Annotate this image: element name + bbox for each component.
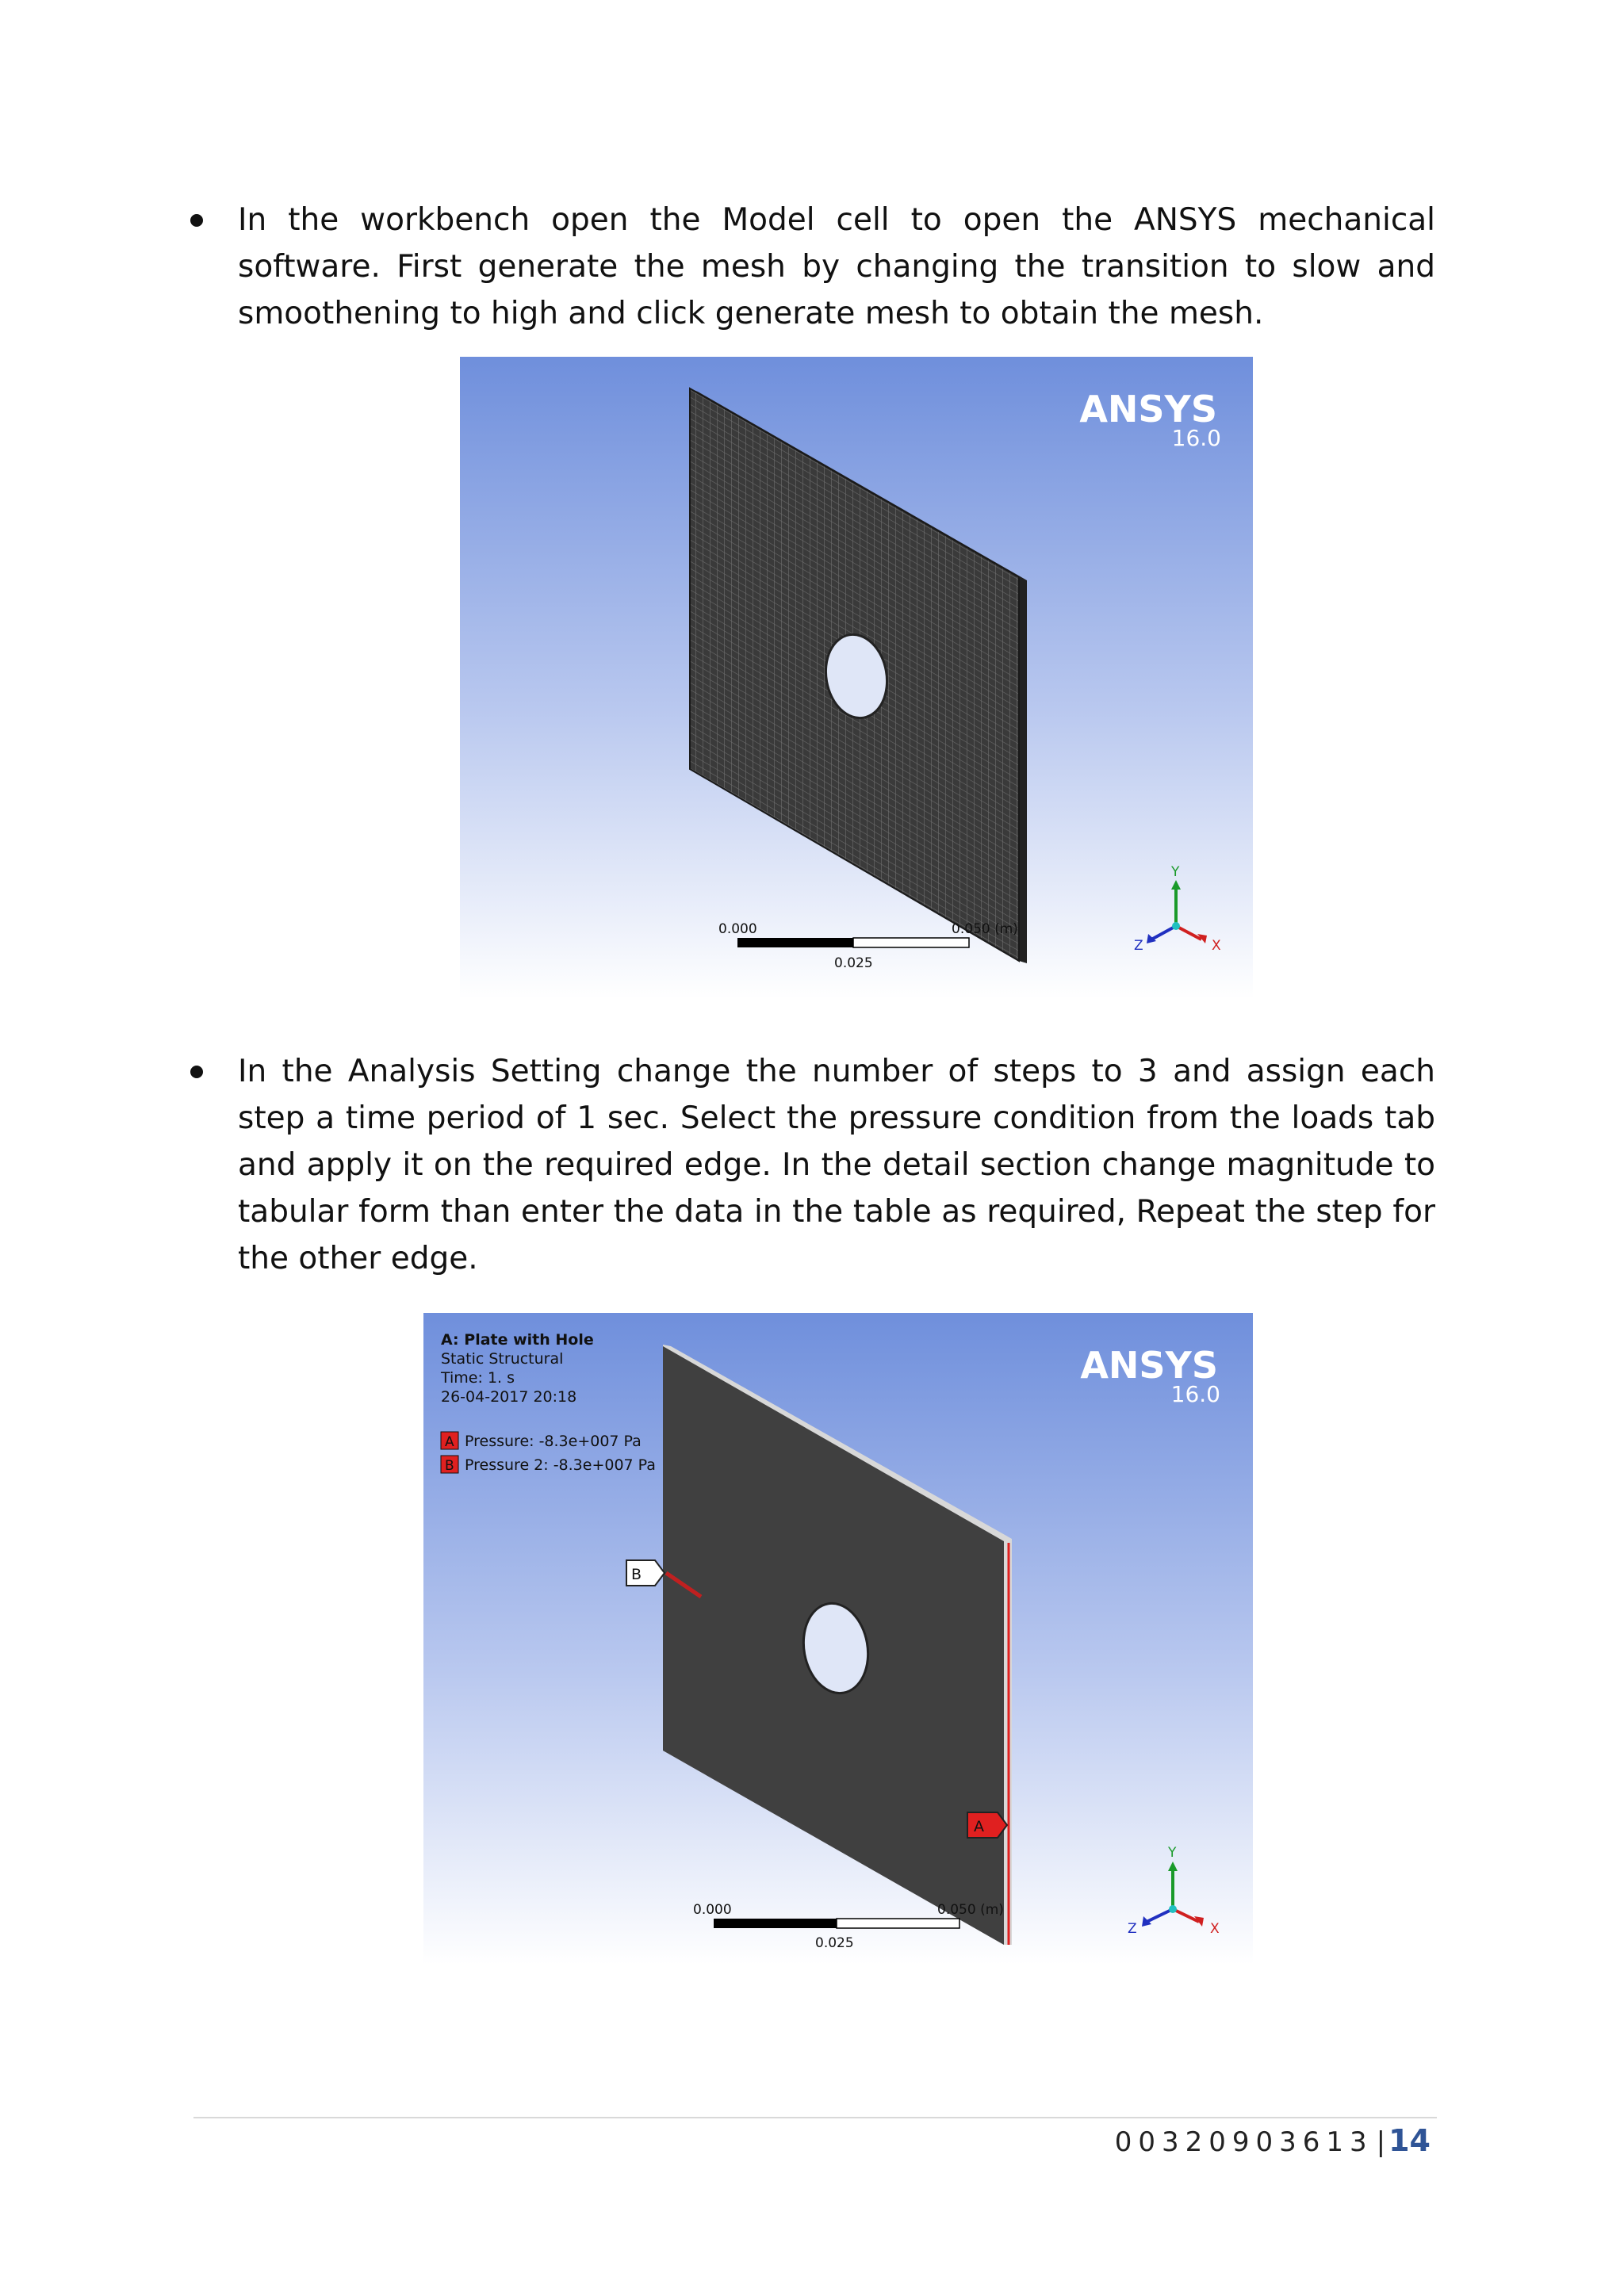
footer-rule xyxy=(193,2117,1437,2118)
ansys-logo: ANSYS xyxy=(1079,388,1217,430)
scale-bar-black xyxy=(714,1919,837,1928)
date-label: 26-04-2017 20:18 xyxy=(441,1388,577,1406)
legend-b-letter: B xyxy=(445,1458,454,1474)
bullet-dot xyxy=(190,1066,203,1078)
scale-bar-white xyxy=(837,1919,959,1928)
mesh-figure xyxy=(460,357,1253,999)
tag-b-letter: B xyxy=(631,1566,642,1583)
bullet-item-2 xyxy=(238,1048,1435,1282)
scale-start-label: 0.000 xyxy=(718,921,757,937)
scale-mid-label: 0.025 xyxy=(834,955,873,971)
analysis-type: Static Structural xyxy=(441,1350,564,1368)
scale-end-label: 0.050 (m) xyxy=(952,921,1018,937)
axis-z-label: Z xyxy=(1128,1921,1137,1937)
axis-z-label: Z xyxy=(1134,938,1143,954)
page-footer xyxy=(1115,2123,1431,2158)
page-number: 14 xyxy=(1388,2123,1431,2158)
legend-a-letter: A xyxy=(445,1434,454,1450)
axis-y-label: Y xyxy=(1168,1845,1177,1861)
paragraph-mesh: In the workbench open the Model cell to open the ANSYS mechanical software. First generate the mesh by changing the transition to slow and smoothening to high and click generate mesh to obtain the mesh. xyxy=(238,202,1435,331)
legend-b-label: Pressure 2: -8.3e+007 Pa xyxy=(465,1456,656,1474)
bullet-dot xyxy=(190,214,203,227)
scale-bar-black xyxy=(737,938,853,947)
tag-a-letter: A xyxy=(974,1818,984,1835)
model-title: A: Plate with Hole xyxy=(441,1331,594,1349)
footer-id: 00320903613 xyxy=(1114,2126,1373,2158)
axis-y-label: Y xyxy=(1171,864,1180,880)
ansys-version: 16.0 xyxy=(1171,425,1221,451)
footer-separator: | xyxy=(1376,2126,1386,2158)
paragraph-analysis: In the Analysis Setting change the number of steps to 3 and assign each step a time period of 1 sec. Select the pressure condition from the loads tab and apply it on the required edge. In the detail section change magnitude to tabular form than enter the data in the table as required, Repeat the step for the other edge. xyxy=(238,1054,1435,1276)
loads-figure xyxy=(423,1313,1253,1965)
scale-mid-label: 0.025 xyxy=(815,1935,854,1951)
scale-start-label: 0.000 xyxy=(693,1902,732,1918)
scale-bar-white xyxy=(853,938,969,947)
time-label: Time: 1. s xyxy=(441,1369,515,1387)
axis-x-label: X xyxy=(1212,938,1221,954)
ansys-logo: ANSYS xyxy=(1080,1344,1218,1387)
ansys-version: 16.0 xyxy=(1170,1381,1220,1407)
scale-end-label: 0.050 (m) xyxy=(937,1902,1004,1918)
legend-a-label: Pressure: -8.3e+007 Pa xyxy=(465,1433,642,1450)
bullet-item-1 xyxy=(238,197,1435,337)
axis-x-label: X xyxy=(1210,1921,1220,1937)
